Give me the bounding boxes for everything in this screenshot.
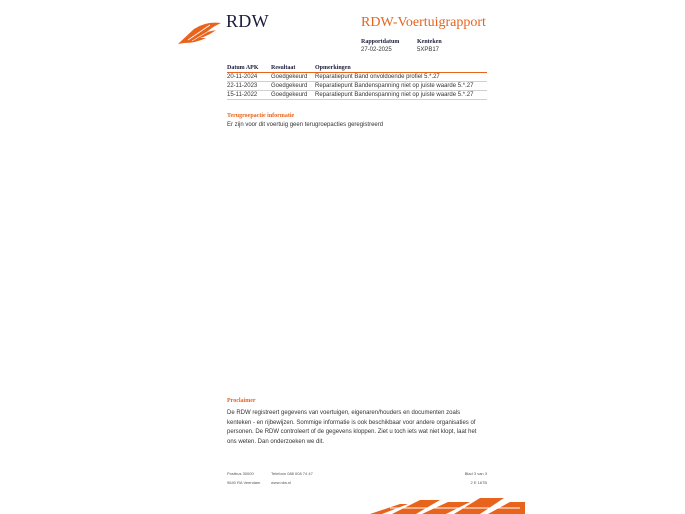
column-header-date: Datum APK <box>227 65 259 71</box>
page-title: RDW-Voertuigrapport <box>361 15 486 30</box>
plate-label: Kenteken <box>417 39 442 45</box>
cell-remarks: Reparatiepunt Band onvoldoende profiel 5.*.27 <box>315 74 440 80</box>
cell-result: Goedgekeurd <box>271 74 308 80</box>
report-date-value: 27-02-2025 <box>361 47 392 53</box>
cell-remarks: Reparatiepunt Bandenspanning niet op juiste waarde 5.*.27 <box>315 92 474 98</box>
footer-page: Blad 3 van 3 <box>464 471 487 476</box>
column-header-result: Resultaat <box>271 65 296 71</box>
report-date-label: Rapportdatum <box>361 39 400 45</box>
footer-website[interactable]: www.rdw.nl <box>271 480 292 485</box>
column-header-remarks: Opmerkingen <box>315 65 351 71</box>
footer-postbus: Postbus 30000 <box>227 471 254 476</box>
disclaimer-title: Proclaimer <box>227 398 256 404</box>
cell-date: 22-11-2023 <box>227 83 258 89</box>
table-header <box>227 64 487 73</box>
table-row <box>227 91 487 100</box>
table-row <box>227 73 487 82</box>
recalls-text: Er zijn voor dit voertuig geen terugroepacties geregistreerd <box>227 122 384 128</box>
cell-date: 20-11-2024 <box>227 74 258 80</box>
table-row <box>227 82 487 91</box>
cell-remarks: Reparatiepunt Bandenspanning niet op juiste waarde 5.*.27 <box>315 83 474 89</box>
rdw-logo-icon <box>176 20 222 46</box>
apk-table <box>227 64 487 100</box>
footer-city: 9640 RA Veendam <box>227 480 261 485</box>
cell-date: 15-11-2022 <box>227 92 258 98</box>
footer-code: 2 E 167B <box>470 480 487 485</box>
plate-value: 5XPB17 <box>417 47 440 53</box>
footer-phone: Telefoon 088 008 74 47 <box>271 471 313 476</box>
cell-result: Goedgekeurd <box>271 92 308 98</box>
cell-result: Goedgekeurd <box>271 83 308 89</box>
footer-stripes-decoration <box>370 498 525 514</box>
disclaimer-text: De RDW registreert gegevens van voertuigen, eigenaren/houders en documenten zoals kenteken - en rijbewijzen. Sommige informatie is ook beschikbaar voor andere organisaties of personen. De RDW controleert of de gegevens kloppen. Ziet u toch iets wat niet klopt, laat het ons weten. Dan onderzoeken we dit. <box>227 410 477 445</box>
brand-name: RDW <box>226 11 269 31</box>
recalls-title: Terugroepactie informatie <box>227 113 295 119</box>
